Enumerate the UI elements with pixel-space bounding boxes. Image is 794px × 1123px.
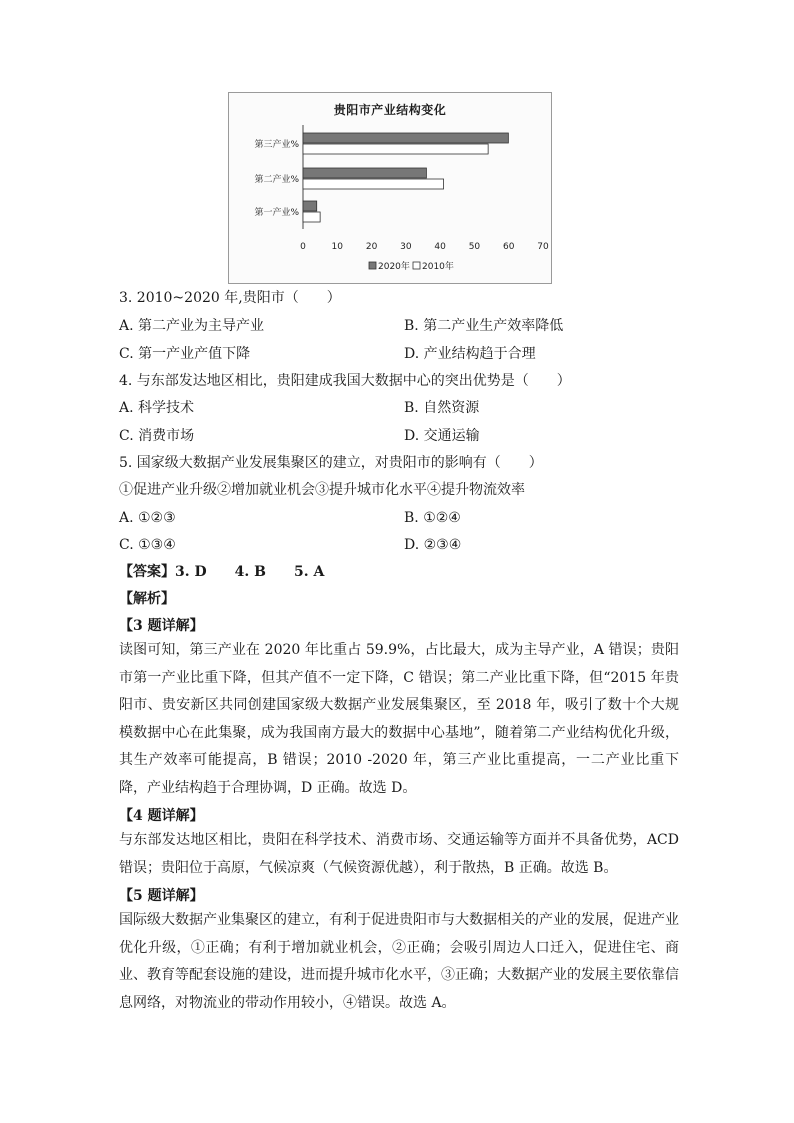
question-5-items: ①促进产业升级②增加就业机会③提升城市化水平④提升物流效率 — [119, 482, 525, 498]
bar-2010 — [303, 144, 488, 154]
analysis-label: 【解析】 — [119, 591, 175, 607]
detail-3-label: 【3 题详解】 — [119, 618, 204, 634]
x-tick-label: 40 — [434, 242, 446, 252]
question-3-option-b: B. 第二产业生产效率降低 — [404, 318, 564, 334]
chart-plot — [229, 93, 551, 283]
question-3-option-d: D. 产业结构趋于合理 — [404, 346, 536, 362]
bar-2020 — [303, 133, 508, 143]
detail-4-text: 与东部发达地区相比，贵阳在科学技术、消费市场、交通运输等方面并不具备优势，ACD 错误；贵阳位于高原，气候凉爽（气候资源优越），利于散热，B 正确。故选 B。 — [119, 832, 679, 876]
question-3-option-a: A. 第二产业为主导产业 — [119, 318, 265, 334]
category-label: 第一产业% — [254, 208, 299, 218]
x-tick-label: 70 — [537, 242, 549, 252]
x-tick-label: 30 — [400, 242, 412, 252]
detail-4-label: 【4 题详解】 — [119, 808, 204, 824]
bar-2010 — [303, 212, 320, 222]
detail-5-label: 【5 题详解】 — [119, 888, 204, 904]
legend-label: 2020年 — [378, 262, 410, 272]
question-4-option-a: A. 科学技术 — [119, 400, 195, 416]
legend-swatch — [369, 262, 376, 269]
question-5-option-c: C. ①③④ — [119, 537, 176, 553]
question-3-option-c: C. 第一产业产值下降 — [119, 346, 251, 362]
question-5-stem: 5. 国家级大数据产业发展集聚区的建立，对贵阳市的影响有（ ） — [119, 455, 543, 471]
bar-chart — [228, 92, 552, 284]
x-tick-label: 60 — [502, 242, 515, 252]
x-tick-label: 0 — [300, 242, 306, 252]
x-tick-label: 50 — [468, 242, 481, 252]
legend-label: 2010年 — [422, 262, 454, 272]
category-label: 第三产业% — [254, 140, 299, 150]
detail-5-text: 国际级大数据产业集聚区的建立，有利于促进贵阳市与大数据相关的产业的发展，促进产业优化升级，①正确；有利于增加就业机会，②正确；会吸引周边人口迁入，促进住宅、商业、教育等配套设施的建设，进而提升城市化水平，③正确；大数据产业的发展主要依靠信息网络，对物流业的带动作用较小，④错误。故选 A。 — [119, 912, 679, 1011]
question-4-option-c: C. 消费市场 — [119, 428, 195, 444]
question-4-stem: 4. 与东部发达地区相比，贵阳建成我国大数据中心的突出优势是（ ） — [119, 373, 571, 389]
question-5-option-d: D. ②③④ — [404, 537, 462, 553]
bar-2020 — [303, 168, 426, 178]
question-5-option-b: B. ①②④ — [404, 510, 461, 526]
legend-swatch — [413, 262, 420, 269]
category-label: 第二产业% — [254, 175, 299, 185]
question-4-option-d: D. 交通运输 — [404, 428, 480, 444]
question-5-option-a: A. ①②③ — [119, 510, 176, 526]
bar-2020 — [303, 201, 317, 211]
chart-title: 贵阳市产业结构变化 — [333, 103, 447, 117]
x-tick-label: 20 — [365, 242, 378, 252]
answer-line: 【答案】3. D 4. B 5. A — [119, 564, 325, 580]
x-tick-label: 10 — [331, 242, 344, 252]
question-4-option-b: B. 自然资源 — [404, 400, 480, 416]
bar-2010 — [303, 179, 444, 189]
detail-3-text: 读图可知，第三产业在 2020 年比重占 59.9%，占比最大，成为主导产业，A 错误；贵阳市第一产业比重下降，但其产值不一定下降，C 错误；第二产业比重下降，但“2015 年贵阳市、贵安新区共同创建国家级大数据产业发展集聚区，至 2018 年，吸引了数十个大规模数据中心在此集聚，成为我国南方最大的数据中心基地”，随着第二产业结构优化升级，其生产效率可能提高，B 错误；2010 -2020 年，第三产业比重提高，一二产业比重下降，产业结构趋于合理协调，D 正确。故选 D。 — [119, 642, 679, 796]
question-3-stem: 3. 2010~2020 年,贵阳市（ ） — [119, 290, 341, 306]
